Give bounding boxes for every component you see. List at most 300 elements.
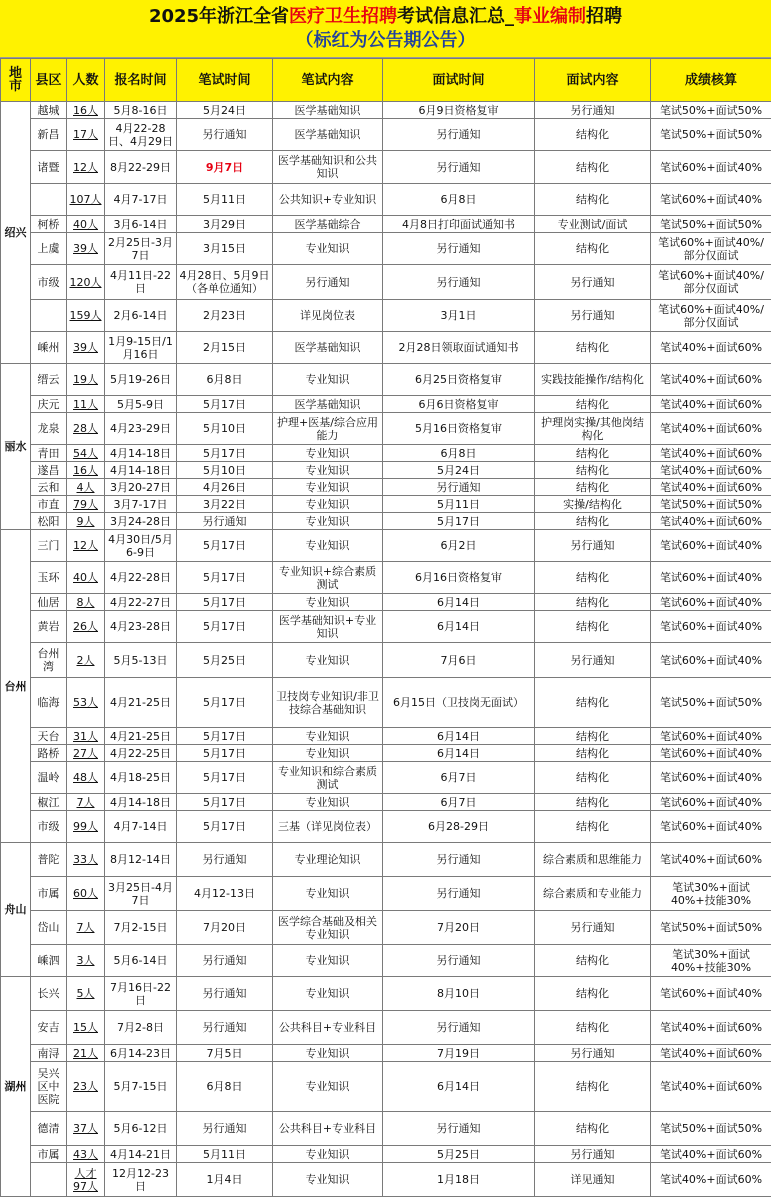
cell-count: 37人 (67, 1112, 105, 1146)
table-row (1, 1146, 771, 1163)
cell-register: 1月9-15日/1月16日 (105, 332, 177, 364)
cell-interview-content: 结构化 (535, 445, 651, 462)
cell-count: 39人 (67, 332, 105, 364)
cell-register: 4月23-28日 (105, 611, 177, 643)
cell-exam-content: 卫技岗专业知识/非卫技综合基础知识 (273, 678, 383, 728)
cell-district: 台州湾 (31, 643, 67, 678)
cell-count: 27人 (67, 745, 105, 762)
table-row (1, 945, 771, 977)
cell-interview-content: 结构化 (535, 1011, 651, 1045)
cell-exam-time: 4月12-13日 (177, 877, 273, 911)
cell-score: 笔试40%+面试60% (651, 513, 771, 530)
table-row (1, 300, 771, 332)
table-row (1, 364, 771, 396)
cell-count: 54人 (67, 445, 105, 462)
cell-register: 3月20-27日 (105, 479, 177, 496)
cell-exam-time: 5月17日 (177, 562, 273, 594)
cell-register: 2月6-14日 (105, 300, 177, 332)
cell-register: 4月21-25日 (105, 678, 177, 728)
cell-exam-content: 专业知识 (273, 945, 383, 977)
cell-district: 上虞 (31, 233, 67, 265)
cell-score: 笔试30%+面试40%+技能30% (651, 945, 771, 977)
table-row (1, 1062, 771, 1112)
cell-exam-time: 4月28日、5月9日（各单位通知） (177, 265, 273, 300)
cell-interview-content: 结构化 (535, 462, 651, 479)
cell-district: 青田 (31, 445, 67, 462)
cell-score: 笔试60%+面试40% (651, 977, 771, 1011)
cell-exam-time: 3月29日 (177, 216, 273, 233)
table-row (1, 119, 771, 151)
cell-exam-time: 另行通知 (177, 1112, 273, 1146)
cell-exam-time: 2月23日 (177, 300, 273, 332)
cell-score: 笔试60%+面试40% (651, 184, 771, 216)
cell-exam-content: 专业知识 (273, 496, 383, 513)
cell-exam-content: 医学基础知识和公共知识 (273, 151, 383, 184)
cell-exam-content: 专业知识 (273, 445, 383, 462)
cell-district: 岱山 (31, 911, 67, 945)
cell-count: 16人 (67, 102, 105, 119)
cell-interview-content: 实操/结构化 (535, 496, 651, 513)
cell-interview-time: 3月1日 (383, 300, 535, 332)
cell-count: 11人 (67, 396, 105, 413)
region-cell: 舟山 (1, 843, 31, 977)
cell-interview-time: 5月11日 (383, 496, 535, 513)
cell-score: 笔试60%+面试40% (651, 762, 771, 794)
cell-score: 笔试40%+面试60% (651, 1146, 771, 1163)
cell-score: 笔试60%+面试40% (651, 151, 771, 184)
table-row (1, 643, 771, 678)
cell-score: 笔试40%+面试60% (651, 413, 771, 445)
table-row (1, 496, 771, 513)
cell-interview-time: 另行通知 (383, 233, 535, 265)
table-row (1, 745, 771, 762)
cell-count: 107人 (67, 184, 105, 216)
cell-interview-content: 另行通知 (535, 1146, 651, 1163)
table-row (1, 794, 771, 811)
cell-register: 4月30日/5月6-9日 (105, 530, 177, 562)
cell-district: 玉环 (31, 562, 67, 594)
cell-district: 市直 (31, 496, 67, 513)
cell-count: 40人 (67, 216, 105, 233)
cell-interview-content: 结构化 (535, 151, 651, 184)
cell-register: 4月21-25日 (105, 728, 177, 745)
cell-district: 柯桥 (31, 216, 67, 233)
cell-exam-content: 医学基础知识 (273, 332, 383, 364)
table-row (1, 611, 771, 643)
cell-exam-content: 公共科目+专业科目 (273, 1011, 383, 1045)
cell-interview-content: 另行通知 (535, 300, 651, 332)
table-row (1, 911, 771, 945)
cell-exam-time: 5月17日 (177, 594, 273, 611)
cell-exam-time: 5月17日 (177, 611, 273, 643)
cell-register: 2月25日-3月7日 (105, 233, 177, 265)
cell-count: 9人 (67, 513, 105, 530)
cell-score: 笔试40%+面试60% (651, 1045, 771, 1062)
region-cell: 绍兴 (1, 102, 31, 364)
cell-score: 笔试60%+面试40% (651, 643, 771, 678)
cell-exam-content: 专业知识 (273, 643, 383, 678)
cell-interview-content: 实践技能操作/结构化 (535, 364, 651, 396)
cell-interview-content: 专业测试/面试 (535, 216, 651, 233)
cell-interview-content: 结构化 (535, 119, 651, 151)
table-row (1, 513, 771, 530)
page-header (0, 0, 771, 58)
title-part3: 考试信息汇总_ (397, 6, 515, 27)
cell-interview-content: 结构化 (535, 562, 651, 594)
cell-score: 笔试40%+面试60% (651, 462, 771, 479)
cell-exam-content: 另行通知 (273, 265, 383, 300)
cell-register: 4月14-18日 (105, 462, 177, 479)
cell-exam-time: 3月15日 (177, 233, 273, 265)
cell-score: 笔试60%+面试40% (651, 811, 771, 843)
cell-district: 新昌 (31, 119, 67, 151)
cell-interview-time: 另行通知 (383, 479, 535, 496)
cell-district: 市级 (31, 265, 67, 300)
cell-exam-time: 另行通知 (177, 1011, 273, 1045)
cell-score: 笔试60%+面试40% (651, 728, 771, 745)
cell-count: 5人 (67, 977, 105, 1011)
cell-register: 3月7-17日 (105, 496, 177, 513)
cell-exam-time: 5月17日 (177, 728, 273, 745)
table-row (1, 265, 771, 300)
cell-district: 德清 (31, 1112, 67, 1146)
header-score: 成绩核算 (651, 59, 771, 102)
cell-interview-content: 结构化 (535, 811, 651, 843)
cell-exam-time: 5月11日 (177, 1146, 273, 1163)
cell-exam-content: 医学基础综合 (273, 216, 383, 233)
cell-district: 松阳 (31, 513, 67, 530)
cell-register: 8月22-29日 (105, 151, 177, 184)
table-row (1, 1011, 771, 1045)
cell-interview-time: 6月7日 (383, 794, 535, 811)
header-exam-content: 笔试内容 (273, 59, 383, 102)
cell-count: 28人 (67, 413, 105, 445)
cell-register: 4月11日-22日 (105, 265, 177, 300)
table-row (1, 594, 771, 611)
cell-register: 5月5-9日 (105, 396, 177, 413)
cell-exam-time: 5月10日 (177, 413, 273, 445)
cell-interview-content: 另行通知 (535, 1045, 651, 1062)
cell-count: 33人 (67, 843, 105, 877)
cell-count: 4人 (67, 479, 105, 496)
cell-district: 嵊州 (31, 332, 67, 364)
cell-register: 4月22-28日、4月29日 (105, 119, 177, 151)
cell-score: 笔试40%+面试60% (651, 843, 771, 877)
cell-score: 笔试50%+面试50% (651, 216, 771, 233)
cell-exam-time: 5月17日 (177, 794, 273, 811)
cell-count: 60人 (67, 877, 105, 911)
table-row (1, 1045, 771, 1062)
cell-exam-content: 专业知识 (273, 877, 383, 911)
cell-interview-time: 6月14日 (383, 728, 535, 745)
cell-count: 48人 (67, 762, 105, 794)
cell-exam-time: 另行通知 (177, 119, 273, 151)
table-row (1, 977, 771, 1011)
cell-count: 99人 (67, 811, 105, 843)
cell-count: 120人 (67, 265, 105, 300)
cell-count: 23人 (67, 1062, 105, 1112)
cell-district: 普陀 (31, 843, 67, 877)
cell-exam-content: 专业知识 (273, 1062, 383, 1112)
cell-count: 16人 (67, 462, 105, 479)
cell-exam-time: 5月17日 (177, 396, 273, 413)
title-part5: 招聘 (586, 6, 623, 27)
cell-interview-time: 7月6日 (383, 643, 535, 678)
cell-score: 笔试60%+面试40%/部分仅面试 (651, 233, 771, 265)
table-row (1, 1163, 771, 1197)
cell-interview-time: 1月18日 (383, 1163, 535, 1197)
cell-exam-time: 6月8日 (177, 1062, 273, 1112)
cell-interview-content: 结构化 (535, 945, 651, 977)
cell-exam-time: 另行通知 (177, 977, 273, 1011)
table-row (1, 462, 771, 479)
cell-district: 诸暨 (31, 151, 67, 184)
cell-count: 7人 (67, 794, 105, 811)
cell-interview-time: 6月2日 (383, 530, 535, 562)
cell-register: 4月14-18日 (105, 445, 177, 462)
cell-score: 笔试50%+面试50% (651, 1112, 771, 1146)
cell-interview-time: 4月8日打印面试通知书 (383, 216, 535, 233)
cell-interview-time: 另行通知 (383, 1011, 535, 1045)
cell-score: 笔试50%+面试50% (651, 119, 771, 151)
cell-district: 长兴 (31, 977, 67, 1011)
cell-district: 椒江 (31, 794, 67, 811)
table-row (1, 479, 771, 496)
cell-interview-time: 6月25日资格复审 (383, 364, 535, 396)
cell-count: 31人 (67, 728, 105, 745)
cell-interview-time: 另行通知 (383, 843, 535, 877)
cell-exam-content: 专业知识 (273, 233, 383, 265)
region-cell: 丽水 (1, 364, 31, 530)
header-register-time: 报名时间 (105, 59, 177, 102)
cell-count: 53人 (67, 678, 105, 728)
table-row (1, 877, 771, 911)
cell-score: 笔试40%+面试60% (651, 1062, 771, 1112)
cell-district: 市属 (31, 877, 67, 911)
cell-interview-time: 7月20日 (383, 911, 535, 945)
cell-exam-time: 5月10日 (177, 462, 273, 479)
table-row (1, 1112, 771, 1146)
cell-register: 7月2-8日 (105, 1011, 177, 1045)
cell-interview-content: 结构化 (535, 1112, 651, 1146)
cell-register: 4月7-14日 (105, 811, 177, 843)
cell-register: 4月14-18日 (105, 794, 177, 811)
cell-count: 43人 (67, 1146, 105, 1163)
cell-exam-content: 专业知识 (273, 1163, 383, 1197)
cell-exam-time: 5月17日 (177, 678, 273, 728)
cell-interview-content: 结构化 (535, 745, 651, 762)
cell-score: 笔试40%+面试60% (651, 1163, 771, 1197)
cell-register: 12月12-23日 (105, 1163, 177, 1197)
cell-district: 市级 (31, 811, 67, 843)
recruitment-table (0, 58, 771, 1197)
cell-register: 4月22-28日 (105, 562, 177, 594)
cell-exam-content: 专业知识 (273, 479, 383, 496)
cell-interview-time: 6月8日 (383, 184, 535, 216)
cell-interview-time: 7月19日 (383, 1045, 535, 1062)
cell-exam-time: 另行通知 (177, 513, 273, 530)
cell-register: 6月14-23日 (105, 1045, 177, 1062)
cell-exam-content: 专业知识 (273, 728, 383, 745)
cell-interview-time: 6月14日 (383, 745, 535, 762)
cell-exam-time: 5月17日 (177, 811, 273, 843)
title-prefix: 2025年浙江 (148, 6, 254, 27)
cell-interview-time: 6月14日 (383, 611, 535, 643)
cell-score: 笔试60%+面试40%/部分仅面试 (651, 265, 771, 300)
cell-exam-content: 专业知识 (273, 594, 383, 611)
table-row (1, 233, 771, 265)
cell-district (31, 1163, 67, 1197)
cell-exam-time: 另行通知 (177, 945, 273, 977)
cell-register: 7月16日-22日 (105, 977, 177, 1011)
cell-exam-time: 5月17日 (177, 530, 273, 562)
title-part4: 事业编制 (514, 6, 587, 27)
cell-count: 12人 (67, 151, 105, 184)
header-district: 县区 (31, 59, 67, 102)
header-exam-time: 笔试时间 (177, 59, 273, 102)
cell-exam-time: 1月4日 (177, 1163, 273, 1197)
cell-exam-content: 专业知识 (273, 513, 383, 530)
table-row (1, 332, 771, 364)
cell-interview-time: 6月15日（卫技岗无面试） (383, 678, 535, 728)
cell-exam-time: 5月17日 (177, 745, 273, 762)
cell-score: 笔试50%+面试50% (651, 911, 771, 945)
cell-interview-time: 6月16日资格复审 (383, 562, 535, 594)
cell-interview-content: 结构化 (535, 184, 651, 216)
cell-score: 笔试40%+面试60% (651, 332, 771, 364)
cell-exam-content: 专业知识和综合素质测试 (273, 762, 383, 794)
cell-exam-content: 医学基础知识 (273, 396, 383, 413)
table-row (1, 184, 771, 216)
cell-district: 南浔 (31, 1045, 67, 1062)
cell-register: 3月25日-4月7日 (105, 877, 177, 911)
cell-exam-content: 专业理论知识 (273, 843, 383, 877)
cell-score: 笔试40%+面试60% (651, 445, 771, 462)
cell-district: 龙泉 (31, 413, 67, 445)
cell-score: 笔试60%+面试40% (651, 611, 771, 643)
cell-score: 笔试60%+面试40% (651, 745, 771, 762)
cell-register: 4月22-25日 (105, 745, 177, 762)
cell-score: 笔试60%+面试40%/部分仅面试 (651, 300, 771, 332)
cell-interview-time: 6月28-29日 (383, 811, 535, 843)
cell-interview-content: 结构化 (535, 513, 651, 530)
table-row (1, 562, 771, 594)
cell-score: 笔试40%+面试60% (651, 1011, 771, 1045)
cell-count: 21人 (67, 1045, 105, 1062)
cell-interview-content: 另行通知 (535, 911, 651, 945)
cell-interview-content: 详见通知 (535, 1163, 651, 1197)
cell-score: 笔试40%+面试60% (651, 396, 771, 413)
cell-district (31, 184, 67, 216)
header-city: 地市 (1, 59, 31, 102)
cell-exam-content: 专业知识 (273, 977, 383, 1011)
cell-district: 仙居 (31, 594, 67, 611)
cell-register: 4月14-21日 (105, 1146, 177, 1163)
cell-district: 路桥 (31, 745, 67, 762)
header-interview-time: 面试时间 (383, 59, 535, 102)
cell-interview-time: 6月8日 (383, 445, 535, 462)
cell-interview-time: 5月24日 (383, 462, 535, 479)
cell-exam-time: 4月26日 (177, 479, 273, 496)
cell-exam-time: 9月7日 (177, 151, 273, 184)
table-row (1, 728, 771, 745)
cell-register: 5月6-12日 (105, 1112, 177, 1146)
cell-register: 4月22-27日 (105, 594, 177, 611)
cell-score: 笔试50%+面试50% (651, 678, 771, 728)
cell-district: 庆元 (31, 396, 67, 413)
cell-register: 5月6-14日 (105, 945, 177, 977)
cell-count: 40人 (67, 562, 105, 594)
cell-count: 人才97人 (67, 1163, 105, 1197)
cell-district: 云和 (31, 479, 67, 496)
cell-count: 2人 (67, 643, 105, 678)
title-part2: 医疗卫生招聘 (289, 6, 398, 27)
cell-interview-content: 结构化 (535, 678, 651, 728)
cell-register: 5月19-26日 (105, 364, 177, 396)
cell-count: 12人 (67, 530, 105, 562)
cell-exam-content: 医学基础知识 (273, 119, 383, 151)
cell-interview-content: 综合素质和思维能力 (535, 843, 651, 877)
cell-exam-time: 5月24日 (177, 102, 273, 119)
cell-district: 遂昌 (31, 462, 67, 479)
cell-exam-content: 医学综合基础及相关专业知识 (273, 911, 383, 945)
cell-count: 15人 (67, 1011, 105, 1045)
cell-exam-content: 专业知识 (273, 1146, 383, 1163)
cell-interview-content: 结构化 (535, 762, 651, 794)
cell-interview-content: 结构化 (535, 728, 651, 745)
cell-register: 5月8-16日 (105, 102, 177, 119)
table-row (1, 678, 771, 728)
cell-register: 5月7-15日 (105, 1062, 177, 1112)
cell-count: 17人 (67, 119, 105, 151)
cell-register: 5月5-13日 (105, 643, 177, 678)
cell-register: 4月23-29日 (105, 413, 177, 445)
table-row (1, 843, 771, 877)
cell-district: 三门 (31, 530, 67, 562)
page-subtitle: （标红为公告期公告） (295, 30, 476, 51)
cell-interview-time: 6月14日 (383, 594, 535, 611)
cell-score: 笔试50%+面试50% (651, 102, 771, 119)
cell-count: 7人 (67, 911, 105, 945)
cell-interview-content: 结构化 (535, 396, 651, 413)
region-cell: 台州 (1, 530, 31, 843)
cell-score: 笔试50%+面试50% (651, 496, 771, 513)
cell-score: 笔试30%+面试40%+技能30% (651, 877, 771, 911)
cell-exam-time: 7月5日 (177, 1045, 273, 1062)
cell-district: 黄岩 (31, 611, 67, 643)
cell-count: 79人 (67, 496, 105, 513)
cell-interview-time: 5月25日 (383, 1146, 535, 1163)
cell-exam-content: 医学基础知识 (273, 102, 383, 119)
cell-interview-content: 结构化 (535, 594, 651, 611)
cell-interview-content: 结构化 (535, 977, 651, 1011)
table-row (1, 216, 771, 233)
cell-district: 温岭 (31, 762, 67, 794)
cell-interview-time: 另行通知 (383, 877, 535, 911)
cell-district: 天台 (31, 728, 67, 745)
cell-exam-content: 医学基础知识+专业知识 (273, 611, 383, 643)
cell-register: 3月24-28日 (105, 513, 177, 530)
cell-count: 159人 (67, 300, 105, 332)
cell-interview-time: 5月16日资格复审 (383, 413, 535, 445)
cell-exam-content: 专业知识 (273, 745, 383, 762)
cell-interview-content: 另行通知 (535, 530, 651, 562)
cell-score: 笔试60%+面试40% (651, 794, 771, 811)
region-cell: 湖州 (1, 977, 31, 1197)
header-count: 人数 (67, 59, 105, 102)
title-part1: 全省 (253, 6, 290, 27)
cell-interview-time: 另行通知 (383, 119, 535, 151)
